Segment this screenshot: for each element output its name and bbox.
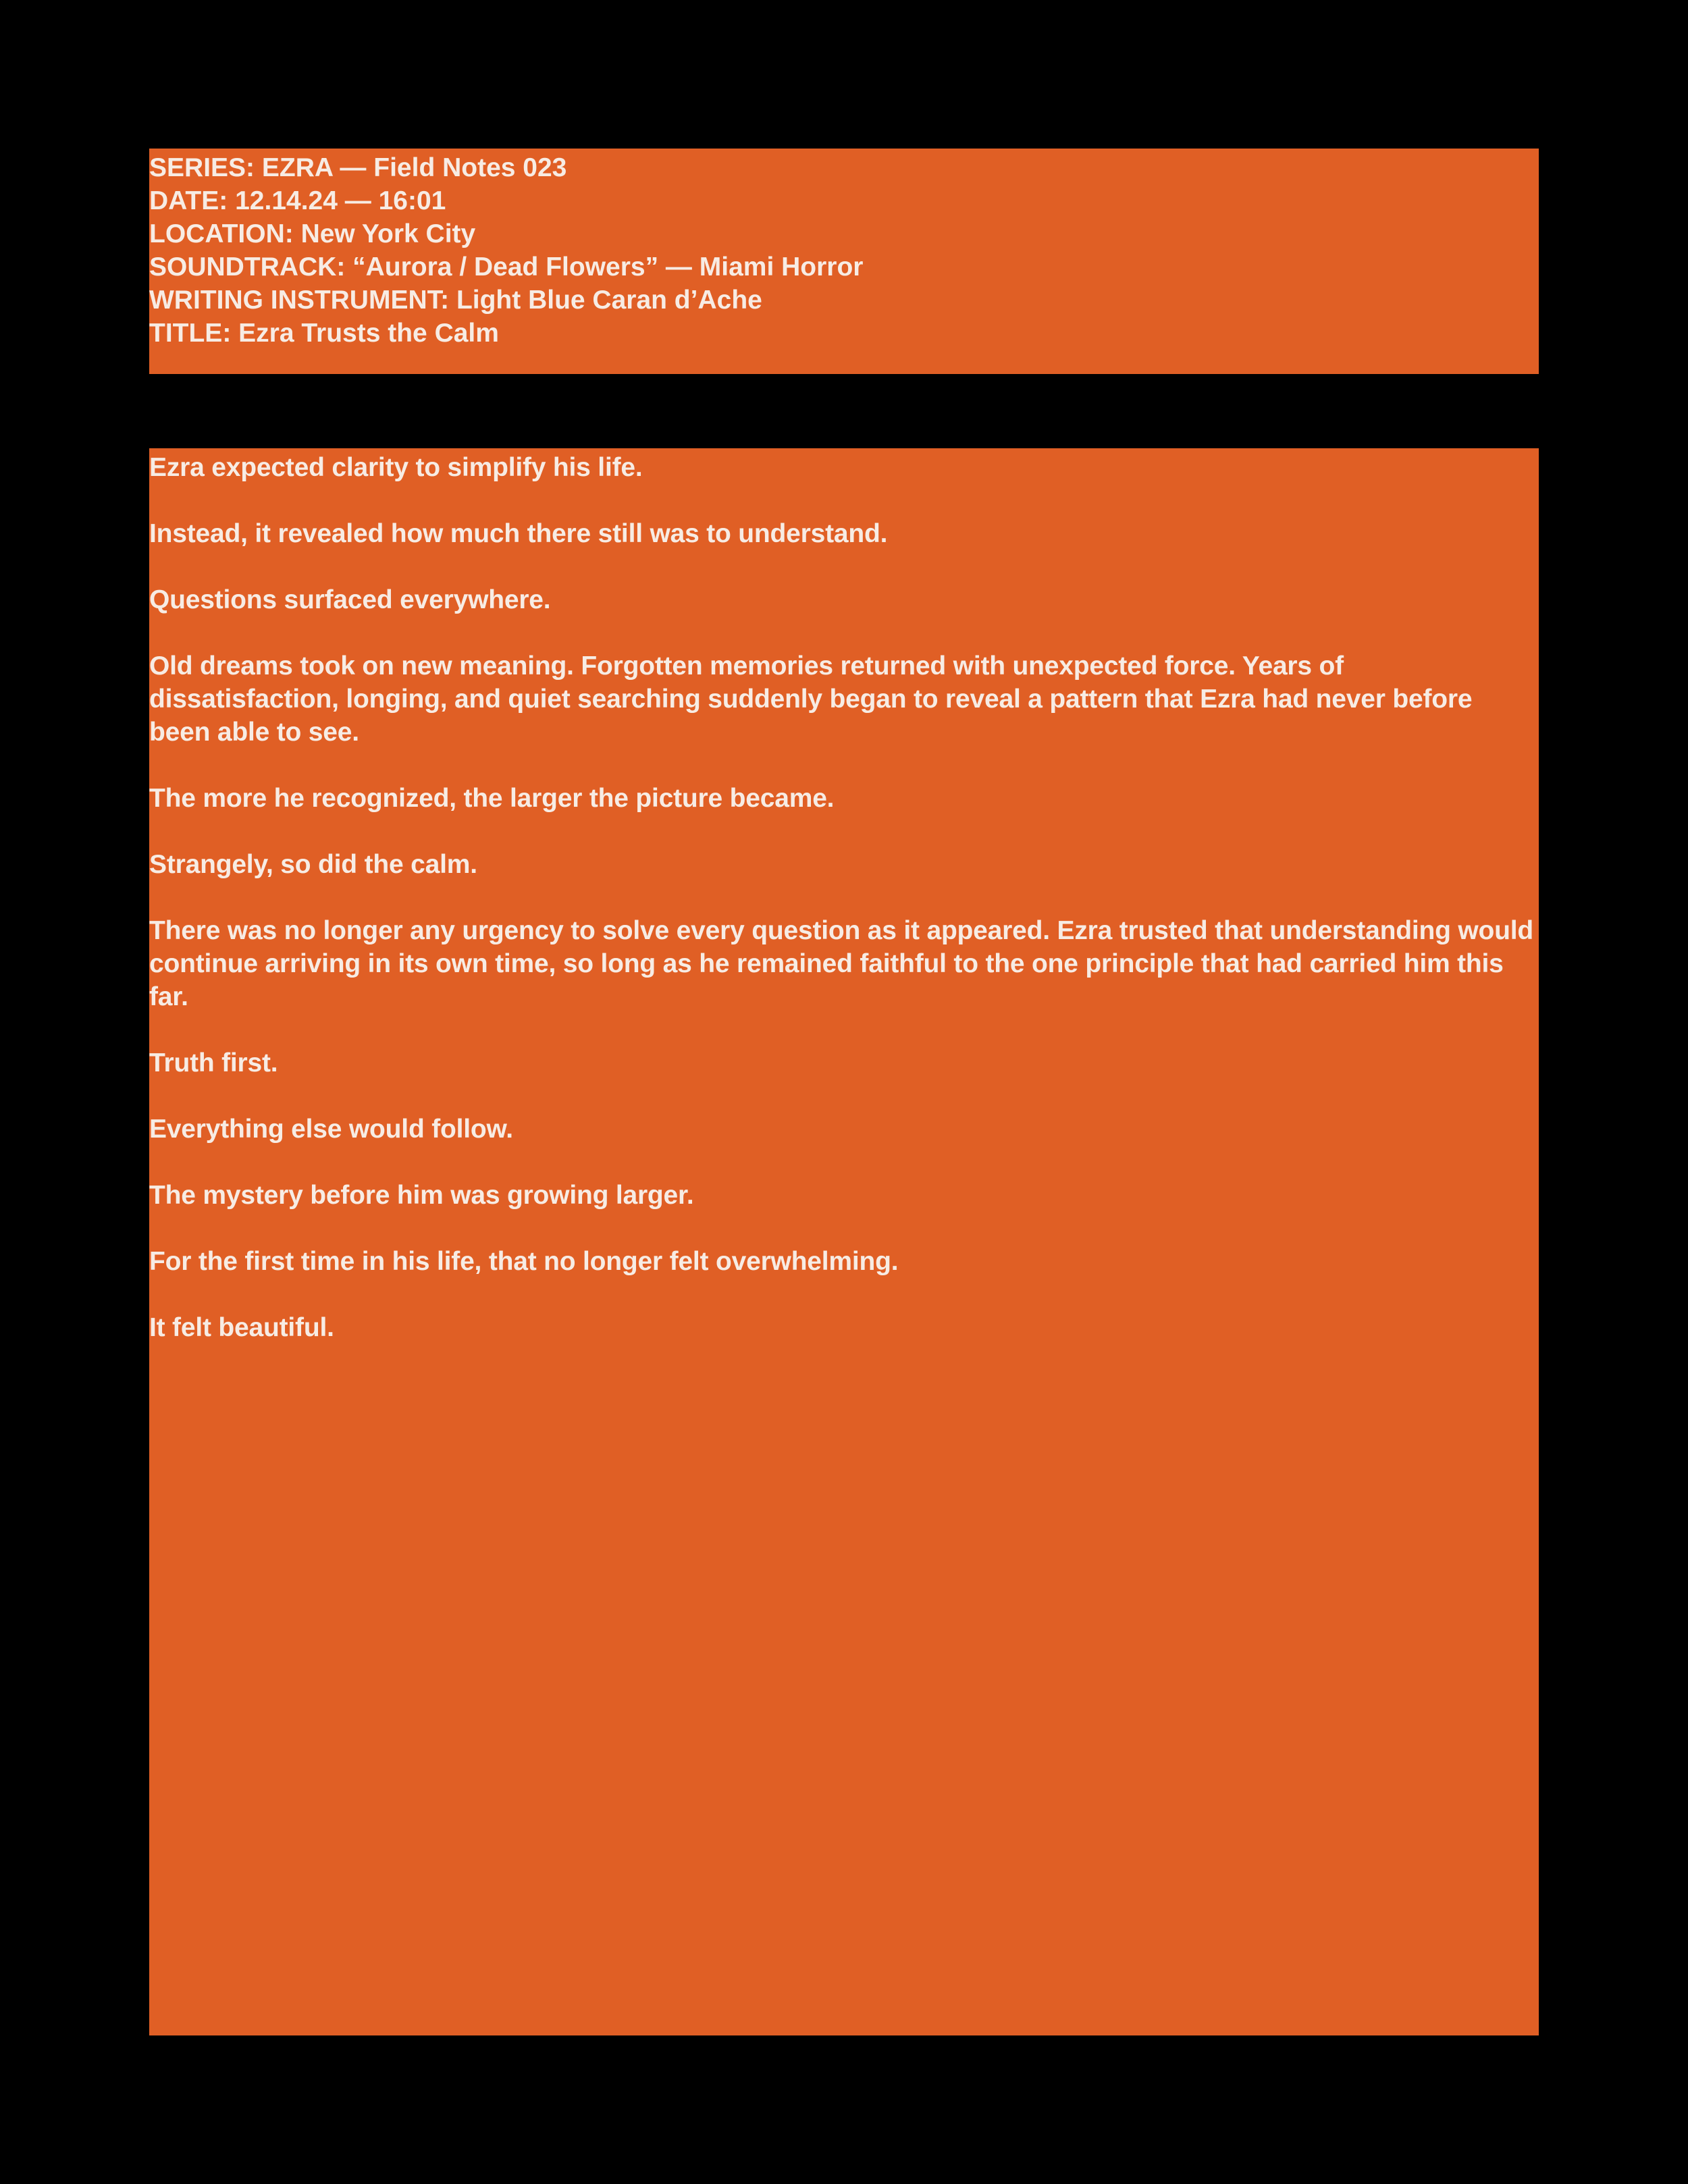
- paragraph: There was no longer any urgency to solve every question as it appeared. Ezra trusted that understanding would continue arriving in its own time, so long as he remained faithful to the one principle that had carried him this far.: [149, 916, 1533, 1011]
- metadata-panel: [149, 149, 1539, 374]
- location-line: LOCATION: New York City: [149, 219, 476, 248]
- writing-instrument-line: WRITING INSTRUMENT: Light Blue Caran d’Ache: [149, 286, 762, 315]
- title-line: TITLE: Ezra Trusts the Calm: [149, 319, 499, 348]
- paragraph: Questions surfaced everywhere.: [149, 585, 551, 614]
- paragraph: Instead, it revealed how much there still was to understand.: [149, 519, 888, 548]
- date-line: DATE: 12.14.24 — 16:01: [149, 186, 446, 215]
- paragraph: Strangely, so did the calm.: [149, 850, 477, 879]
- paragraph: Old dreams took on new meaning. Forgotten memories returned with unexpected force. Years of dissatisfaction, longing, and quiet searching suddenly began to reveal a pattern that Ezra had never before been able to see.: [149, 651, 1473, 747]
- paragraph: It felt beautiful.: [149, 1313, 334, 1342]
- soundtrack-line: SOUNDTRACK: “Aurora / Dead Flowers” — Miami Horror: [149, 252, 864, 282]
- story-panel: [149, 448, 1539, 2035]
- paragraph: Ezra expected clarity to simplify his life.: [149, 453, 643, 482]
- paragraph: Everything else would follow.: [149, 1115, 513, 1144]
- paragraph: The mystery before him was growing larger.: [149, 1181, 694, 1210]
- series-line: SERIES: EZRA — Field Notes 023: [149, 153, 567, 182]
- paragraph: The more he recognized, the larger the picture became.: [149, 784, 835, 813]
- paragraph: For the first time in his life, that no longer felt overwhelming.: [149, 1247, 899, 1276]
- paragraph: Truth first.: [149, 1048, 278, 1077]
